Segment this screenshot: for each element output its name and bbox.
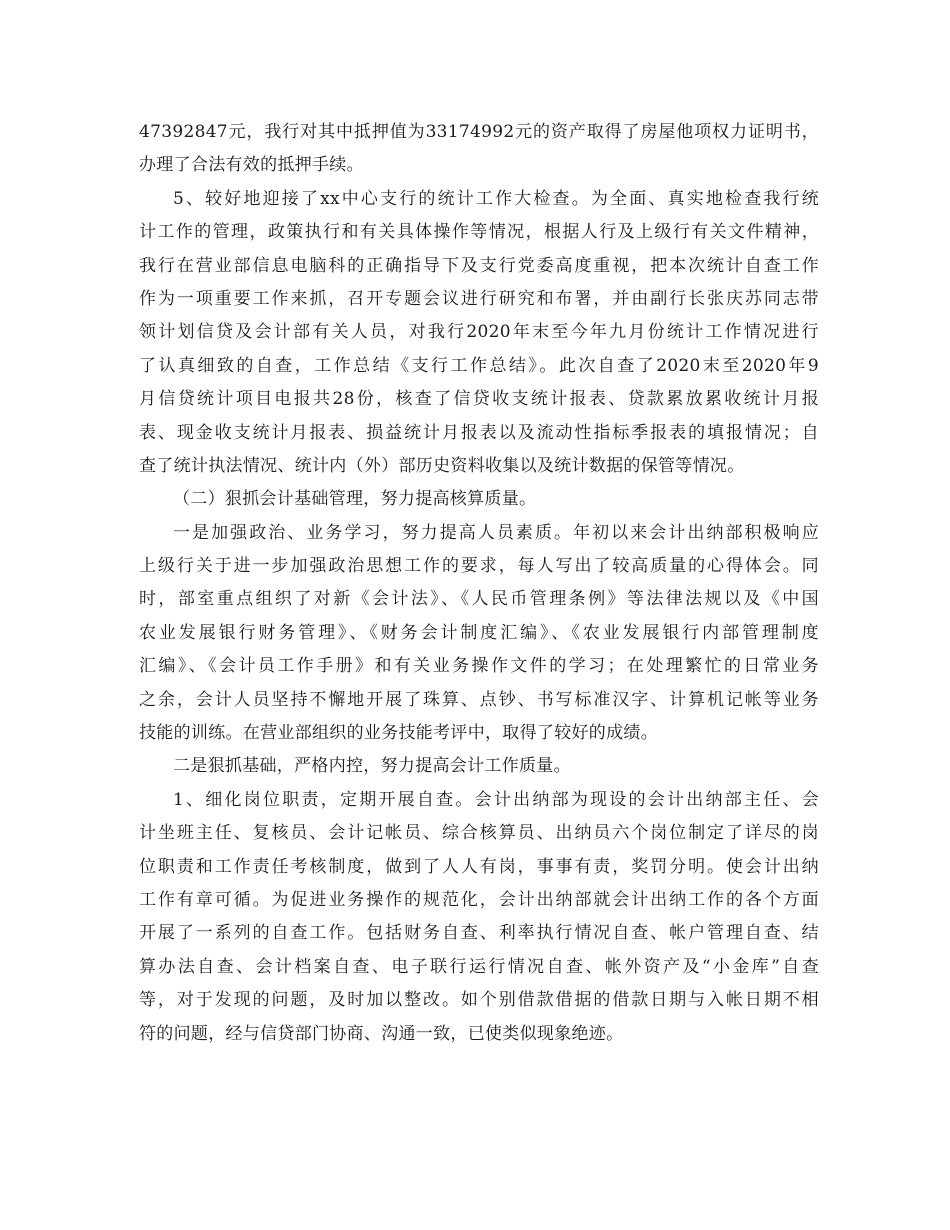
text-line: 计工作的管理，政策执行和有关具体操作等情况，根据人行及上级行有关文件精神， [139,222,819,243]
text-line: 上级行关于进一步加强政治思想工作的要求，每人写出了较高质量的心得体会。同 [139,556,819,577]
text-line: 等，对于发现的问题，及时加以整改。如个别借款借据的借款日期与入帐日期不相 [139,990,819,1011]
subsection-heading: 二是狠抓基础，严格内控，努力提高会计工作质量。 [173,756,571,777]
text-line: 农业发展银行财务管理》、《财务会计制度汇编》、《农业发展银行内部管理制度 [139,622,819,643]
text-line: 之余，会计人员坚持不懈地开展了珠算、点钞、书写标准汉字、计算机记帐等业务 [139,689,819,710]
text-line: 开展了一系列的自查工作。包括财务自查、利率执行情况自查、帐户管理自查、结 [139,923,819,944]
text-line: 领计划信贷及会计部有关人员，对我行2020年末至今年九月份统计工作情况进行 [139,322,819,343]
text-line: 月信贷统计项目电报共28份，核查了信贷收支统计报表、贷款累放累收统计月报 [139,389,819,410]
text-line: 查了统计执法情况、统计内（外）部历史资料收集以及统计数据的保管等情况。 [139,455,745,476]
text-line: 技能的训练。在营业部组织的业务技能考评中，取得了较好的成绩。 [139,723,658,744]
text-line: 47392847元，我行对其中抵押值为33174992元的资产取得了房屋他项权力证明书， [139,122,819,142]
text-line: 汇编》、《会计员工作手册》和有关业务操作文件的学习；在处理繁忙的日常业务 [139,656,819,677]
text-line: 时，部室重点组织了对新《会计法》、《人民币管理条例》等法律法规以及《中国 [139,589,819,610]
text-line: 计坐班主任、复核员、会计记帐员、综合核算员、出纳员六个岗位制定了详尽的岗 [139,823,819,844]
text-line: 作为一项重要工作来抓，召开专题会议进行研究和布署，并由副行长张庆苏同志带 [139,288,819,309]
paragraph-start-line: 一是加强政治、业务学习，努力提高人员素质。年初以来会计出纳部积极响应 [173,522,819,543]
document-body [139,116,819,1051]
section-heading: （二）狠抓会计基础管理，努力提高核算质量。 [173,489,537,510]
text-line: 符的问题，经与信贷部门协商、沟通一致，已使类似现象绝迹。 [139,1023,624,1044]
text-line: 办理了合法有效的抵押手续。 [139,155,364,176]
text-line: 位职责和工作责任考核制度，做到了人人有岗，事事有责，奖罚分明。使会计出纳 [139,856,819,877]
text-line: 我行在营业部信息电脑科的正确指导下及支行党委高度重视，把本次统计自查工作 [139,255,819,276]
text-line: 算办法自查、会计档案自查、电子联行运行情况自查、帐外资产及“小金库”自查 [139,956,819,977]
text-line: 表、现金收支统计月报表、损益统计月报表以及流动性指标季报表的填报情况；自 [139,422,819,443]
paragraph-start-line: 1、细化岗位职责，定期开展自查。会计出纳部为现设的会计出纳部主任、会 [173,789,819,810]
text-line: 了认真细致的自查，工作总结《支行工作总结》。此次自查了2020末至2020年9 [139,355,819,376]
paragraph-start-line: 5、较好地迎接了xx中心支行的统计工作大检查。为全面、真实地检查我行统 [173,188,819,209]
text-line: 工作有章可循。为促进业务操作的规范化，会计出纳部就会计出纳工作的各个方面 [139,889,819,910]
